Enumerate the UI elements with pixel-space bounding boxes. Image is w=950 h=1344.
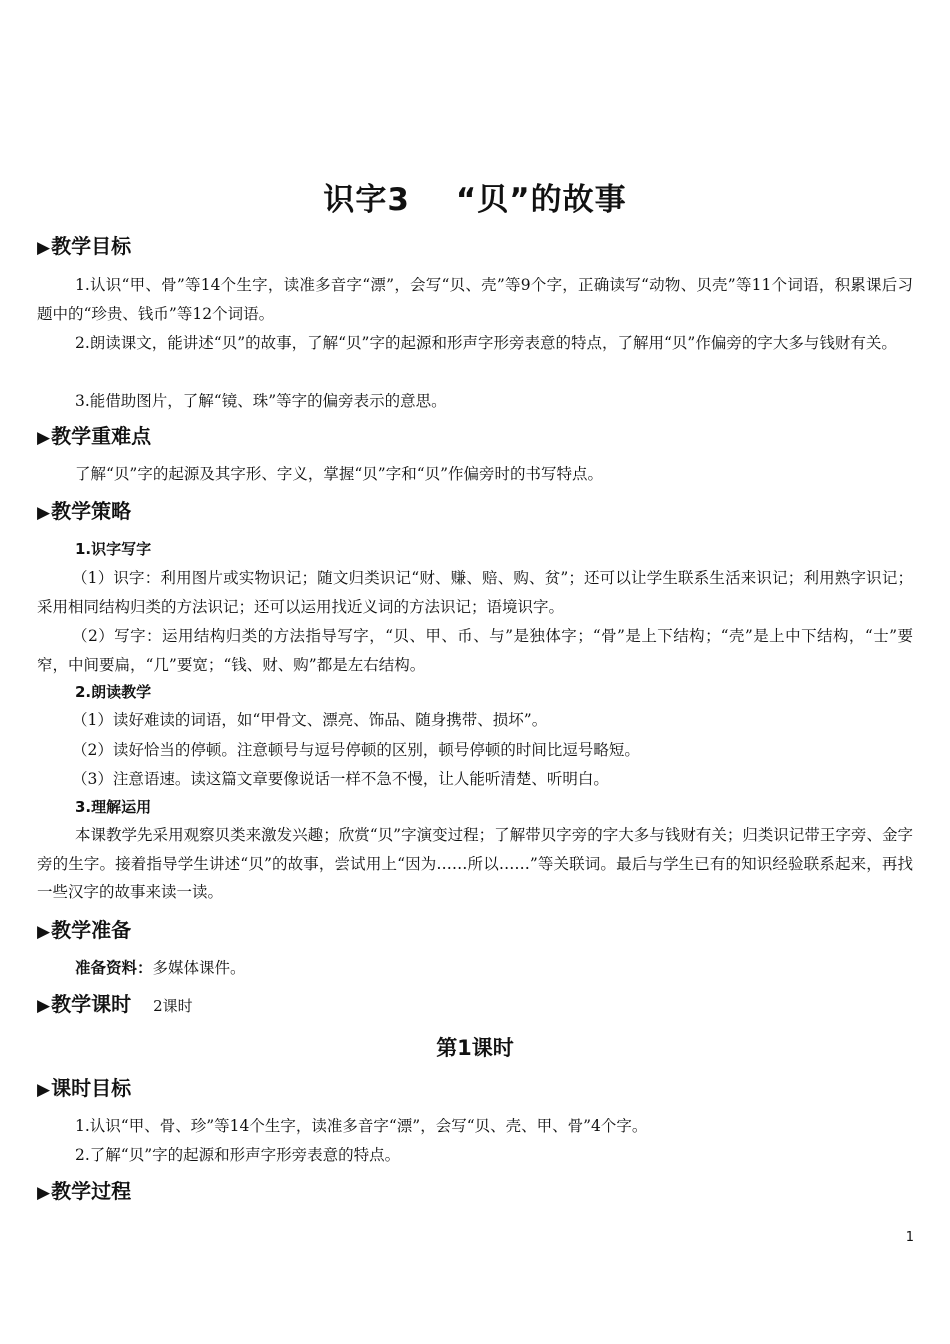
strategy-subheading-2: 2.朗读教学 <box>75 683 152 701</box>
goal-item-1: 1.认识“甲、骨”等14个生字，读准多音字“漂”，会写“贝、壳”等9个字，正确读写“动物、贝壳”等11个词语，积累课后习题中的“珍贵、钱币”等12个词语。 <box>37 276 913 323</box>
key-points-text: 了解“贝”字的起源及其字形、字义，掌握“贝”字和“贝”作偏旁时的书写特点。 <box>75 465 604 483</box>
triangle-marker-icon: ▶ <box>37 996 51 1016</box>
triangle-marker-icon: ▶ <box>37 238 51 258</box>
prep-text <box>37 954 913 983</box>
prep-value: 多媒体课件。 <box>152 959 246 977</box>
strategy-item-1-1: （1）识字：利用图片或实物识记；随文归类识记“财、赚、赔、购、贫”；还可以让学生联系生活来识记；利用熟字识记；采用相同结构归类的方法识记；还可以运用找近义词的方法识记；语境识字。 <box>37 569 913 616</box>
section-heading-prep: ▶教学准备 <box>37 918 132 942</box>
section-heading-process: ▶教学过程 <box>37 1179 132 1203</box>
title-part1: 识字3 <box>323 182 410 218</box>
hours-value: 2课时 <box>153 997 193 1015</box>
strategy-item-1-2: （2）写字：运用结构归类的方法指导写字，“贝、甲、币、与”是独体字；“骨”是上下结构；“壳”是上中下结构，“士”要窄，中间要扁，“几”要宽；“钱、财、购”都是左右结构。 <box>37 627 913 674</box>
lesson-goal-1: 1.认识“甲、骨、珍”等14个生字，读准多音字“漂”，会写“贝、壳、甲、骨”4个字。 <box>75 1117 648 1135</box>
lesson-goal-2: 2.了解“贝”字的起源和形声字形旁表意的特点。 <box>75 1146 401 1164</box>
section-heading-strategy: ▶教学策略 <box>37 499 132 523</box>
lesson-title: 第1课时 <box>436 1036 514 1060</box>
goal-item-2: 2.朗读课文，能讲述“贝”的故事，了解“贝”字的起源和形声字形旁表意的特点，了解用“贝”作偏旁的字大多与钱财有关。 <box>75 334 897 352</box>
triangle-marker-icon: ▶ <box>37 922 51 942</box>
strategy-subheading-3: 3.理解运用 <box>75 798 152 816</box>
prep-label: 准备资料： <box>75 959 153 977</box>
strategy-item-3-text: 本课教学先采用观察贝类来激发兴趣；欣赏“贝”字演变过程；了解带贝字旁的字大多与钱财有关；归类识记带王字旁、金字旁的生字。接着指导学生讲述“贝”的故事，尝试用上“因为……所以……”等关联词。最后与学生已有的知识经验联系起来，再找一些汉字的故事来读一读。 <box>37 826 913 901</box>
section-heading-lesson-goals: ▶课时目标 <box>37 1076 132 1100</box>
strategy-item-2-1: （1）读好难读的词语，如“甲骨文、漂亮、饰品、随身携带、损坏”。 <box>72 711 548 729</box>
triangle-marker-icon: ▶ <box>37 1183 51 1203</box>
page-title <box>37 174 913 219</box>
triangle-marker-icon: ▶ <box>37 1080 51 1100</box>
strategy-item-2-3: （3）注意语速。读这篇文章要像说话一样不急不慢，让人能听清楚、听明白。 <box>72 770 609 788</box>
triangle-marker-icon: ▶ <box>37 503 51 523</box>
section-heading-hours: ▶教学课时 2课时 <box>37 992 193 1016</box>
strategy-item-2-2: （2）读好恰当的停顿。注意顿号与逗号停顿的区别，顿号停顿的时间比逗号略短。 <box>72 741 640 759</box>
goal-item-3: 3.能借助图片，了解“镜、珠”等字的偏旁表示的意思。 <box>75 392 447 410</box>
page-number: 1 <box>905 1230 914 1245</box>
title-part2: “贝”的故事 <box>455 182 627 218</box>
strategy-subheading-1: 1.识字写字 <box>75 540 152 558</box>
section-heading-key: ▶教学重难点 <box>37 424 152 448</box>
section-heading-goals: ▶教学目标 <box>37 234 132 258</box>
triangle-marker-icon: ▶ <box>37 428 51 448</box>
